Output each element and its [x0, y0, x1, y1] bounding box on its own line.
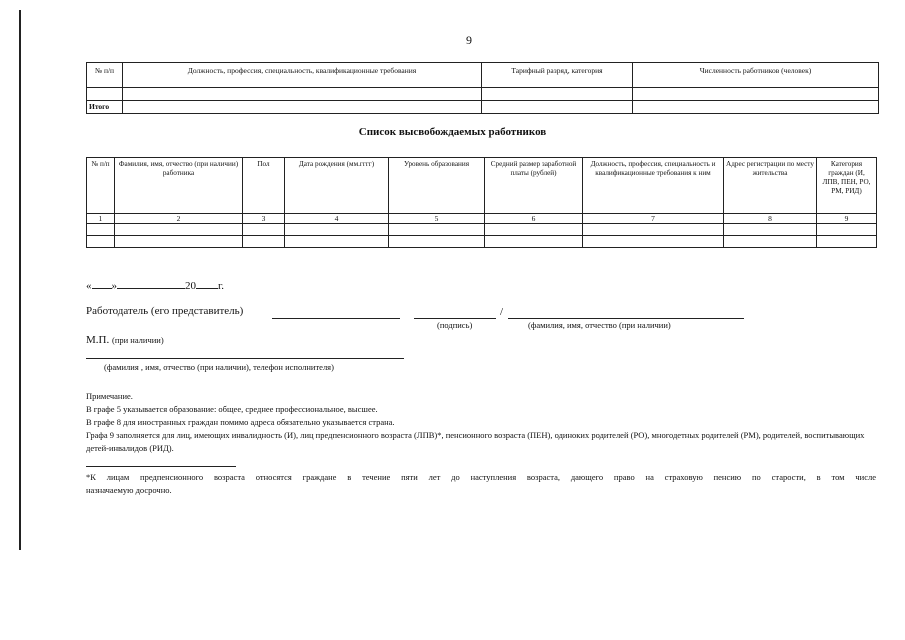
year-prefix: 20 [185, 280, 196, 292]
table-cell[interactable] [583, 236, 724, 248]
column-number: 8 [724, 214, 817, 224]
date-line [86, 278, 224, 292]
table-cell[interactable] [243, 236, 285, 248]
close-quote: » [111, 280, 117, 292]
column-numbers-row [87, 214, 877, 224]
year-field[interactable] [196, 278, 218, 289]
positions-col-headcount: Численность работников (человек) [633, 63, 879, 88]
column-number: 1 [87, 214, 115, 224]
total-label: Итого [87, 101, 123, 114]
table-cell[interactable] [817, 236, 877, 248]
full-name-field[interactable] [508, 318, 744, 319]
total-row [87, 101, 879, 114]
workers-col-birthdate: Дата рождения (мм.гггг) [285, 158, 389, 214]
positions-col-grade: Тарифный разряд, категория [482, 63, 633, 88]
table-cell[interactable] [87, 88, 123, 101]
column-number: 9 [817, 214, 877, 224]
positions-col-number: № п/п [87, 63, 123, 88]
table-cell[interactable] [115, 236, 243, 248]
table-cell[interactable] [285, 236, 389, 248]
month-field[interactable] [117, 278, 185, 289]
table-row [87, 236, 877, 248]
table-row [87, 88, 879, 101]
table-cell[interactable] [123, 88, 482, 101]
employer-position-field[interactable] [272, 318, 400, 319]
stamp-label: М.П. [86, 334, 110, 346]
table-cell[interactable] [389, 224, 485, 236]
table-cell[interactable] [633, 101, 879, 114]
note-line: В графе 8 для иностранных граждан помимо адреса обязательно указывается страна. [86, 417, 395, 427]
table-row [87, 224, 877, 236]
column-number: 4 [285, 214, 389, 224]
note-line: Графа 9 заполняется для лиц, имеющих инвалидность (И), лиц предпенсионного возраста (ЛПВ)*, пенсионного возраста (ПЕН), одиноких родителей (РО), многодетных родителей (РМ), родителей, воспитывающих детей-инвалидов (РИД). [86, 430, 865, 453]
table-cell[interactable] [482, 101, 633, 114]
table-cell[interactable] [485, 224, 583, 236]
signature-caption: (подпись) [437, 320, 473, 330]
table-cell[interactable] [485, 236, 583, 248]
year-suffix: г. [218, 280, 225, 292]
workers-col-address: Адрес регистрации по месту жительства [724, 158, 817, 214]
column-number: 7 [583, 214, 724, 224]
section-title: Список высвобождаемых работников [358, 126, 547, 138]
table-cell[interactable] [87, 224, 115, 236]
signature-field[interactable] [414, 318, 496, 319]
column-number: 2 [115, 214, 243, 224]
workers-col-gender: Пол [243, 158, 285, 214]
stamp-note: (при наличии) [111, 335, 164, 345]
table-cell[interactable] [389, 236, 485, 248]
column-number: 3 [243, 214, 285, 224]
workers-table-header-row [87, 158, 877, 214]
table-cell[interactable] [817, 224, 877, 236]
footnote-separator [86, 466, 236, 467]
executor-caption: (фамилия , имя, отчество (при наличии), телефон исполнителя) [104, 362, 334, 372]
page-number: 9 [466, 33, 472, 47]
employer-label: Работодатель (его представитель) [86, 305, 244, 317]
table-cell[interactable] [724, 236, 817, 248]
full-name-caption: (фамилия, имя, отчество (при наличии) [528, 320, 671, 330]
column-number: 6 [485, 214, 583, 224]
footnote-line: *К лицам предпенсионного возраста относятся граждане в течение пяти лет до наступления возраста, дающего право на страховую пенсию по старости, в том числе [86, 472, 876, 482]
executor-field[interactable] [86, 358, 404, 359]
slash-separator: / [500, 306, 504, 318]
positions-table [86, 62, 879, 114]
table-cell[interactable] [115, 224, 243, 236]
workers-col-number: № п/п [87, 158, 115, 214]
workers-col-position: Должность, профессия, специальность и квалификационные требования к ним [583, 158, 724, 214]
table-cell[interactable] [482, 88, 633, 101]
footnote-block [86, 471, 876, 497]
stamp-line [86, 334, 164, 346]
day-field[interactable] [92, 278, 112, 289]
workers-col-salary: Средний размер заработной платы (рублей) [485, 158, 583, 214]
positions-col-position: Должность, профессия, специальность, квалификационные требования [123, 63, 482, 88]
notes-block [86, 390, 876, 455]
workers-col-category: Категория граждан (И, ЛПВ, ПЕН, РО, РМ, РИД) [817, 158, 877, 214]
workers-col-fullname: Фамилия, имя, отчество (при наличии) работника [115, 158, 243, 214]
table-cell[interactable] [583, 224, 724, 236]
table-cell[interactable] [633, 88, 879, 101]
table-cell[interactable] [243, 224, 285, 236]
table-cell[interactable] [123, 101, 482, 114]
column-number: 5 [389, 214, 485, 224]
table-cell[interactable] [87, 236, 115, 248]
open-quote: « [86, 280, 92, 292]
workers-col-education: Уровень образования [389, 158, 485, 214]
released-workers-table [86, 157, 877, 248]
table-cell[interactable] [285, 224, 389, 236]
binder-margin-line [19, 10, 21, 550]
footnote-line: назначаемую досрочно. [86, 485, 172, 495]
table-cell[interactable] [724, 224, 817, 236]
notes-heading: Примечание. [86, 391, 133, 401]
positions-table-header-row [87, 63, 879, 88]
note-line: В графе 5 указывается образование: общее, среднее профессиональное, высшее. [86, 404, 378, 414]
